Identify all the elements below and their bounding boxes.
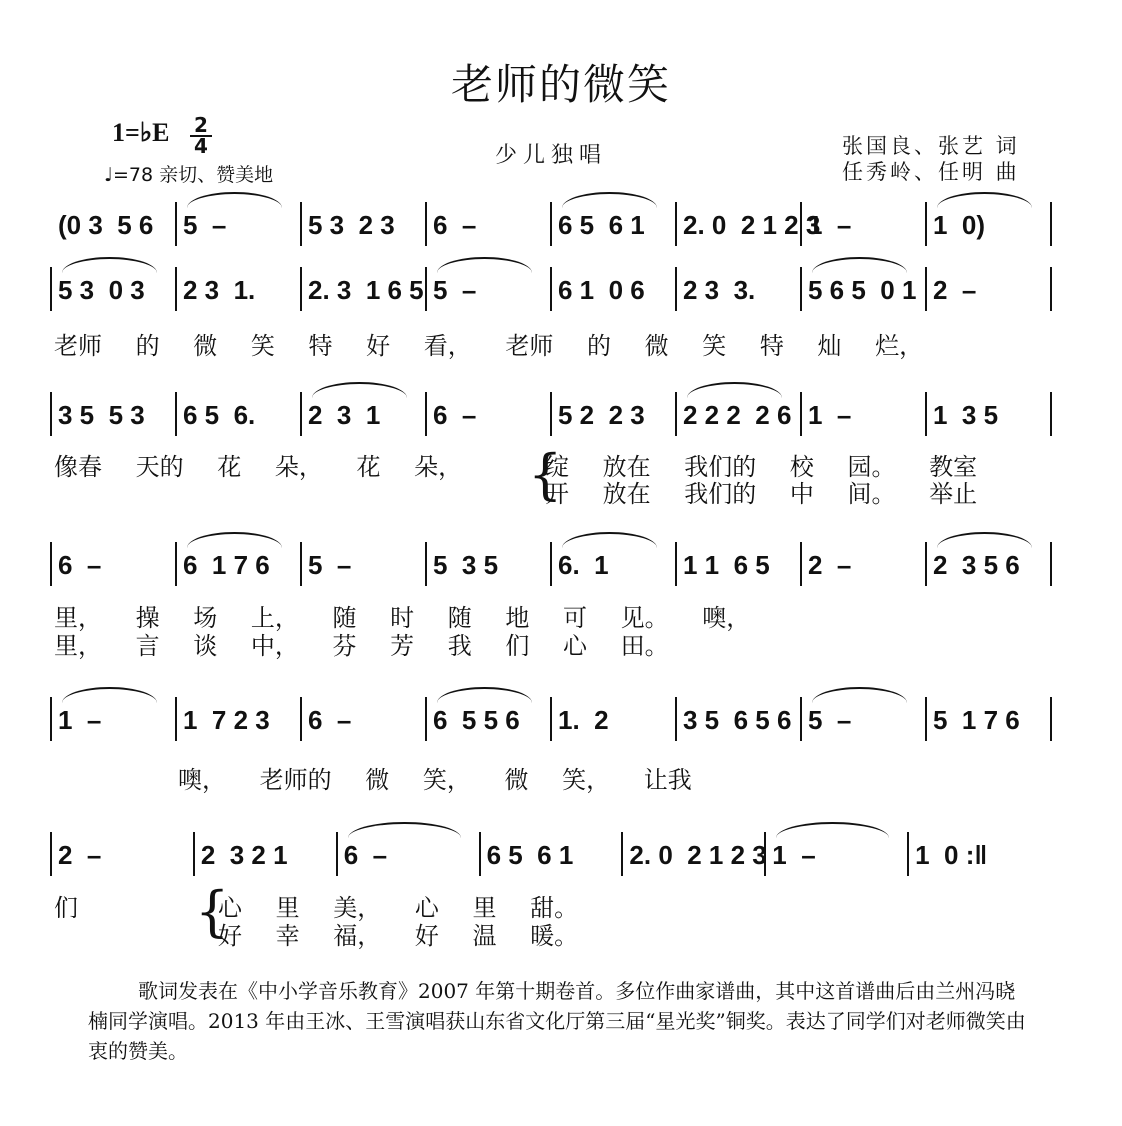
barline <box>800 267 802 311</box>
measure-notes: 5 – <box>183 210 227 240</box>
measure-notes: 6 5 6 1 <box>486 840 574 870</box>
barline <box>1050 697 1052 741</box>
song-title: 老师的微笑 <box>450 60 671 109</box>
slur-mark <box>937 192 1032 208</box>
barline <box>550 542 552 586</box>
barline <box>1050 267 1052 311</box>
tempo-marking: ♩=78 亲切、赞美地 <box>104 164 274 186</box>
measure-notes: 2 3 1. <box>183 275 256 305</box>
measure-notes: 1 3 5 <box>933 400 999 430</box>
measure-notes: 1 – <box>58 705 102 735</box>
barline <box>175 202 177 246</box>
barline <box>425 202 427 246</box>
measure-notes: 2 3 1 <box>308 400 381 430</box>
measure-notes: 5 3 2 3 <box>308 210 395 240</box>
measure-notes: 5 3 5 <box>433 550 499 580</box>
barline <box>300 542 302 586</box>
barline <box>50 697 52 741</box>
measure-notes: 3 5 5 3 <box>58 400 145 430</box>
meter-bottom: 4 <box>194 134 208 158</box>
slur-mark <box>776 822 889 838</box>
measure-notes: 2 3 2 1 <box>200 840 288 870</box>
lyric-line: 里， 言 谈 中， 芬 芳 我 们 心 田。 <box>54 632 669 660</box>
measure-notes: 6 1 7 6 <box>183 550 270 580</box>
slur-mark <box>812 257 907 273</box>
performance-type: 少儿独唱 <box>495 143 608 168</box>
barline <box>800 392 802 436</box>
slur-mark <box>562 192 657 208</box>
barline <box>800 697 802 741</box>
measure-notes: 6 – <box>433 210 477 240</box>
barline <box>50 832 52 876</box>
measure-notes: (0 3 5 6 <box>58 210 154 240</box>
measure-notes: 1 – <box>772 840 816 870</box>
measure-notes: 6 – <box>58 550 102 580</box>
slur-mark <box>312 382 407 398</box>
measure-notes: 1 7 2 3 <box>183 705 270 735</box>
slur-mark <box>348 822 461 838</box>
slur-mark <box>812 687 907 703</box>
barline <box>50 542 52 586</box>
measure-notes: 2. 0 2 1 2 3 <box>683 210 821 240</box>
composer-credit: 任秀岭、任明 曲 <box>842 160 1020 184</box>
measure-notes: 1 – <box>808 400 852 430</box>
barline <box>925 267 927 311</box>
barline <box>550 202 552 246</box>
barline <box>675 202 677 246</box>
barline <box>925 542 927 586</box>
barline <box>907 832 909 876</box>
measure-notes: 5 3 0 3 <box>58 275 145 305</box>
barline <box>175 542 177 586</box>
lyric-line: 老师 的 微 笑 特 好 看， 老师 的 微 笑 特 灿 烂， <box>54 332 924 360</box>
barline <box>193 832 195 876</box>
barline <box>675 697 677 741</box>
lyric-line: 绽 放在 我们的 校 园。 教室 <box>545 453 978 481</box>
measure-notes: 6 1 0 6 <box>558 275 645 305</box>
barline <box>175 697 177 741</box>
barline <box>925 697 927 741</box>
barline <box>300 697 302 741</box>
lyric-line: 心 里 美， 心 里 甜。 <box>218 894 579 922</box>
barline <box>621 832 623 876</box>
barline <box>1050 392 1052 436</box>
barline <box>550 392 552 436</box>
measure-notes: 6 5 6. <box>183 400 256 430</box>
lyricist-credit: 张国良、张艺 词 <box>842 134 1020 158</box>
measure-notes: 1 1 6 5 <box>683 550 770 580</box>
barline <box>175 392 177 436</box>
barline <box>50 392 52 436</box>
measure-notes: 6 – <box>343 840 388 870</box>
measure-notes: 6 – <box>308 705 352 735</box>
barline <box>550 267 552 311</box>
measure-notes: 5 – <box>308 550 352 580</box>
lyric-line: 里， 操 场 上， 随 时 随 地 可 见。 噢， <box>54 604 751 632</box>
barline <box>50 267 52 311</box>
measure-notes: 6 – <box>433 400 477 430</box>
barline <box>479 832 481 876</box>
verse-brace: { <box>528 443 563 506</box>
barline <box>300 202 302 246</box>
meter-top: 2 <box>194 113 208 137</box>
verse-brace: { <box>195 880 230 943</box>
barline <box>300 392 302 436</box>
slur-mark <box>62 687 157 703</box>
measure-notes: 5 2 2 3 <box>558 400 645 430</box>
barline <box>1050 542 1052 586</box>
lyric-line: 噢， 老师的 微 笑， 微 笑， 让我 <box>178 766 692 794</box>
barline <box>336 832 338 876</box>
measure-notes: 2 3 5 6 <box>933 550 1020 580</box>
barline <box>925 202 927 246</box>
measure-notes: 5 1 7 6 <box>933 705 1020 735</box>
slur-mark <box>62 257 157 273</box>
measure-notes: 2 2 2 2 6 <box>683 400 792 430</box>
measure-notes: 1. 2 <box>558 705 609 735</box>
measure-notes: 5 – <box>808 705 852 735</box>
measure-notes: 2 – <box>808 550 852 580</box>
slur-mark <box>937 532 1032 548</box>
measure-notes: 2. 0 2 1 2 3 <box>629 840 767 870</box>
lyric-line: 像春 天的 花 朵， 花 朵， <box>54 453 463 481</box>
slur-mark <box>562 532 657 548</box>
measure-notes: 5 6 5 0 1 <box>808 275 917 305</box>
lyric-line: 好 幸 福， 好 温 暖。 <box>218 922 579 950</box>
barline <box>300 267 302 311</box>
slur-mark <box>187 532 282 548</box>
measure-notes: 6 5 6 1 <box>558 210 645 240</box>
measure-notes: 6. 1 <box>558 550 609 580</box>
measure-notes: 1 0) <box>933 210 986 240</box>
barline <box>675 267 677 311</box>
measure-notes: 1 0 :‖ <box>915 840 988 870</box>
barline <box>1050 202 1052 246</box>
measure-notes: 6 5 5 6 <box>433 705 520 735</box>
time-signature <box>190 113 212 158</box>
measure-notes: 2 – <box>933 275 977 305</box>
lyric-line: 开 放在 我们的 中 间。 举止 <box>545 480 978 508</box>
measure-notes: 3 5 6 5 6 <box>683 705 792 735</box>
barline <box>550 697 552 741</box>
barline <box>425 542 427 586</box>
barline <box>425 697 427 741</box>
slur-mark <box>437 257 532 273</box>
measure-notes: 2. 3 1 6 5 <box>308 275 424 305</box>
slur-mark <box>687 382 782 398</box>
measure-notes: 5 – <box>433 275 477 305</box>
key-signature: 1=♭E <box>112 118 170 147</box>
measure-notes: 2 – <box>58 840 102 870</box>
measure-notes: 2 3 3. <box>683 275 756 305</box>
lyric-line: 们 <box>54 894 78 922</box>
slur-mark <box>437 687 532 703</box>
barline <box>800 542 802 586</box>
measure-notes: 1 – <box>808 210 852 240</box>
footnote: 歌词发表在《中小学音乐教育》2007 年第十期卷首。多位作曲家谱曲，其中这首谱曲后由兰州冯晓楠同学演唱。2013 年由王冰、王雪演唱获山东省文化厅第三届“星光奖”铜奖。表达了同学们对老师微笑由衷的赞美。 <box>88 979 1026 1063</box>
barline <box>425 267 427 311</box>
barline <box>175 267 177 311</box>
barline <box>675 542 677 586</box>
barline <box>425 392 427 436</box>
barline <box>925 392 927 436</box>
slur-mark <box>187 192 282 208</box>
barline <box>675 392 677 436</box>
